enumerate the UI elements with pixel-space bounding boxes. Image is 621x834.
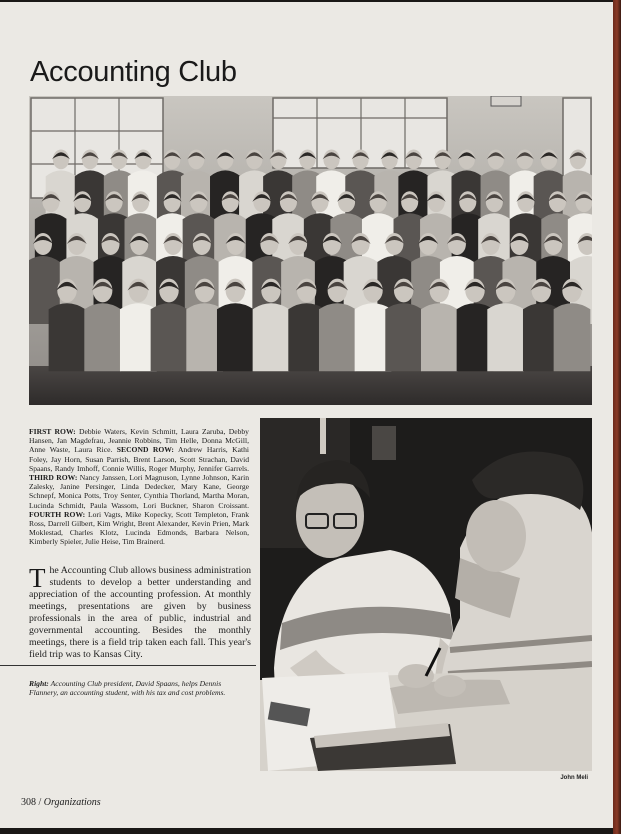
group-member-body [217,303,254,371]
page-title: Accounting Club [30,56,237,88]
page-folio [21,797,101,808]
section-name: Organizations [43,797,101,808]
club-description-text: he Accounting Club allows business administration students to develop a better understanding and appreciation of the accounting profession. At monthly meetings, presentations are given by business professionals in the area of public, industrial and governmental accounting. Besides the monthly meetings, there is a field trip taken each fall. This year's field trip was to Kansas City. [29,565,251,660]
photo-caption [29,679,251,698]
roster-row-names: Nancy Janssen, Lori Magnuson, Lynne Johnson, Karin Zalesky, Janine Persinger, Linda Dedecker, Mary Kane, George Schnepf, Monica Potts, Troy Senter, Cynthia Thorland, Martha Moran, Lucinda Schmidt, Paula Wassom, Lori Buckner, Sharon Croissant. [29,473,250,510]
roster-row-names: Lori Vagts, Mike Kopecky, Scott Templeton, Frank Ross, Darrell Gilbert, Kim Wright, Brent Alexander, Kevin Prien, Mark Moklestad, Charles Klotz, Lucinda Edmonds, Barbara Nelson, Kimberly Spieler, Julie Heise, Tim Brainerd. [29,509,250,547]
group-photo-image [29,96,592,405]
roster-row-label: THIRD ROW: [29,473,78,483]
caption-lead: Right: [29,679,49,688]
group-member-body [554,303,591,371]
candid-photo-image [260,418,592,771]
group-member-body [49,303,86,371]
club-description [29,565,251,661]
roster-row-label: SECOND ROW: [116,445,174,455]
drop-cap: T [29,563,46,593]
photo-credit: John Meli [560,775,588,781]
roster-row-label: FOURTH ROW: [29,509,86,519]
folio-separator: / [36,797,44,808]
yearbook-page [0,2,613,828]
group-member-body [84,303,121,371]
caption-divider [0,665,256,666]
group-member-body [385,303,422,371]
caption-text: Accounting Club president, David Spaans, helps Dennis Flannery, an accounting student, with his tax and cost problems. [29,679,226,698]
candid-photo [260,418,592,771]
group-member-body [421,303,458,371]
group-photo [29,96,592,405]
group-member-body [253,303,290,371]
page-number: 308 [21,797,36,808]
group-member-body [151,303,188,371]
binding-spine [613,0,621,834]
roster-row-label: FIRST ROW: [29,427,76,436]
member-roster [29,427,249,547]
roster-row-names: Debbie Waters, Kevin Schmitt, Laura Zaruba, Debby Hansen, Jan Magdefrau, Jeannie Robbins, Tim Helle, Donna McGill, Anne Waste, Laura Rice. [29,427,249,455]
roster-row-names: Andrew Harris, Kathi Foley, Jay Horn, Susan Parrish, Brent Larson, Scott Strachan, David Spaans, Randy Imhoff, Connie Willis, Roger Murphy, Jennifer Garrels. [29,445,249,473]
group-member-body [319,303,356,371]
group-member-body [487,303,524,371]
